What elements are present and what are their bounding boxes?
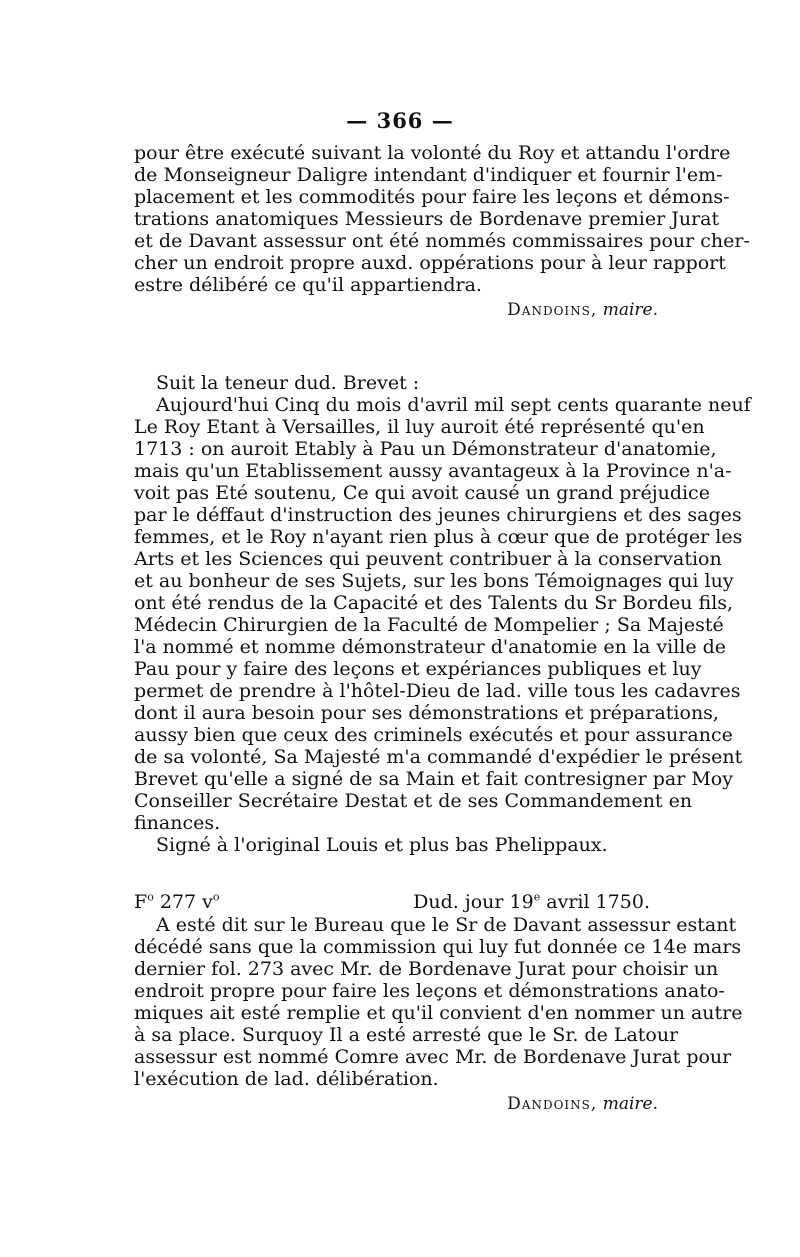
text-line: voit pas Eté soutenu, Ce qui avoit causé un grand préjudice xyxy=(134,482,710,504)
text-line: estre délibéré ce qu'il appartiendra. xyxy=(134,274,482,296)
document-page xyxy=(134,100,751,1118)
folio-reference: $F^o$ 277 $v^o$ xyxy=(134,890,220,913)
text-line: décédé sans que la commission qui luy fut donnée ce 14e mars xyxy=(134,936,742,958)
signature-name: Dandoins, xyxy=(507,300,598,320)
text-line: ont été rendus de la Capacité et des Talents du Sr Bordeu fils, xyxy=(134,592,734,614)
text-line: placement et les commodités pour faire les leçons et démons- xyxy=(134,186,730,208)
text-line: à sa place. Surquoy Il a esté arresté que le Sr. de Latour xyxy=(134,1024,679,1046)
text-line: et au bonheur de ses Sujets, sur les bons Témoignages qui luy xyxy=(134,570,734,592)
text-line: A esté dit sur le Bureau que le Sr de Davant assessur estant xyxy=(156,914,737,936)
text-line: trations anatomiques Messieurs de Bordenave premier Jurat xyxy=(134,208,720,230)
entry-date: Dud. jour 19e avril 1750. xyxy=(413,890,650,913)
text-line: Conseiller Secrétaire Destat et de ses Commandement en xyxy=(134,790,693,812)
text-line: assessur est nommé Comre avec Mr. de Bordenave Jurat pour xyxy=(134,1046,732,1068)
text-line: mais qu'un Etablissement aussy avantageux à la Province n'a- xyxy=(134,460,732,482)
paragraph-brevet xyxy=(134,372,751,856)
text-line: l'exécution de lad. délibération. xyxy=(134,1068,439,1090)
text-line: femmes, et le Roy n'ayant rien plus à cœur que de protéger les xyxy=(134,526,743,548)
signature-title: maire. xyxy=(602,1094,658,1114)
text-line: Brevet qu'elle a signé de sa Main et fait contresigner par Moy xyxy=(134,768,733,790)
signature-2 xyxy=(134,1090,666,1118)
folio-reference-row xyxy=(134,890,666,914)
brevet-closing: Signé à l'original Louis et plus bas Phelippaux. xyxy=(156,834,608,856)
text-line: Le Roy Etant à Versailles, il luy auroit été représenté qu'en xyxy=(134,416,705,438)
page-number: — 366 — xyxy=(346,108,454,133)
paragraph-deliberation-2 xyxy=(134,914,743,1090)
text-line: et de Davant assessur ont été nommés commissaires pour cher- xyxy=(134,230,750,252)
text-line: 1713 : on auroit Etably à Pau un Démonstrateur d'anatomie, xyxy=(134,438,717,460)
text-line: finances. xyxy=(134,812,221,834)
text-line: Médecin Chirurgien de la Faculté de Mompelier ; Sa Majesté xyxy=(134,614,724,636)
text-line: dont il aura besoin pour ses démonstrations et préparations, xyxy=(134,702,719,724)
text-line: l'a nommé et nomme démonstrateur d'anatomie en la ville de xyxy=(134,636,727,658)
text-line: Pau pour y faire des leçons et expériances publiques et luy xyxy=(134,658,702,680)
text-line: cher un endroit propre auxd. oppérations pour à leur rapport xyxy=(134,252,726,274)
text-line: miques ait esté remplie et qu'il convient d'en nommer un autre xyxy=(134,1002,743,1024)
text-line: dernier fol. 273 avec Mr. de Bordenave Jurat pour choisir un xyxy=(134,958,719,980)
signature-1 xyxy=(134,296,666,324)
signature-name: Dandoins, xyxy=(507,1094,598,1114)
paragraph-deliberation-1 xyxy=(134,142,750,296)
text-line: de sa volonté, Sa Majesté m'a commandé d'expédier le présent xyxy=(134,746,743,768)
text-line: endroit propre pour faire les leçons et démonstrations anato- xyxy=(134,980,725,1002)
text-line: par le déffaut d'instruction des jeunes chirurgiens et des sages xyxy=(134,504,742,526)
signature-title: maire. xyxy=(602,300,658,320)
text-line: pour être exécuté suivant la volonté du Roy et attandu l'ordre xyxy=(134,142,731,164)
brevet-intro: Suit la teneur dud. Brevet : xyxy=(156,372,420,394)
text-line: aussy bien que ceux des criminels exécutés et pour assurance xyxy=(134,724,733,746)
text-line: Aujourd'hui Cinq du mois d'avril mil sept cents quarante neuf xyxy=(156,394,751,416)
text-line: Arts et les Sciences qui peuvent contribuer à la conservation xyxy=(134,548,722,570)
text-line: permet de prendre à l'hôtel-Dieu de lad. ville tous les cadavres xyxy=(134,680,741,702)
text-line: de Monseigneur Daligre intendant d'indiquer et fournir l'em- xyxy=(134,164,723,186)
